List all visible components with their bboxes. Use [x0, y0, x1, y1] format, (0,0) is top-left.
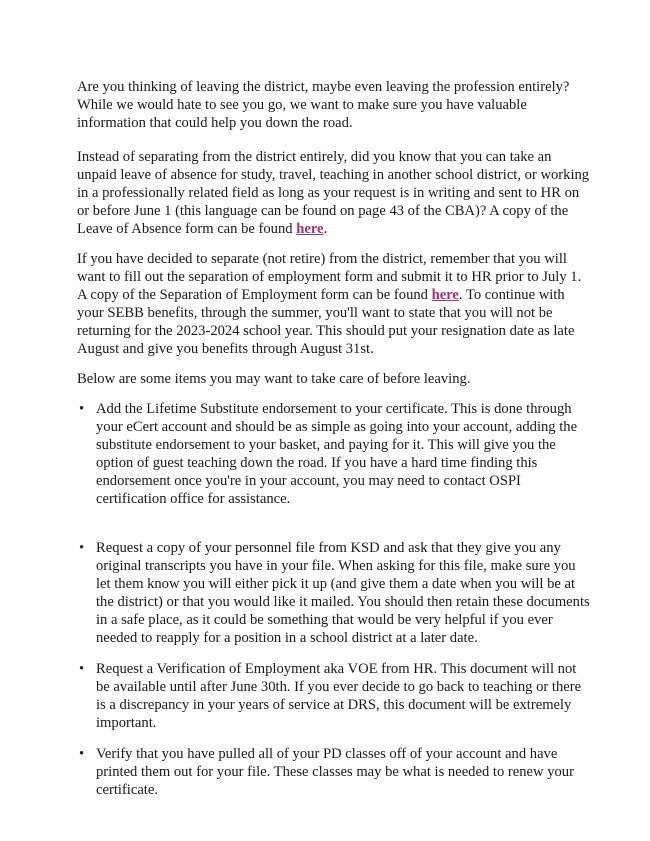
intro-paragraph: Are you thinking of leaving the district, maybe even leaving the profession entirely? While we would hate to see you go, we want to make sure you have valuable information that could help you down the road. [77, 79, 570, 131]
bullet-icon: • [79, 401, 85, 417]
leave-of-absence-text: Instead of separating from the district entirely, did you know that you can take an unpaid leave of absence for study, travel, teaching in another school district, or working in a professionally related field as long as your request is in writing and sent to HR on or before June 1 (this language can be found on page 43 of the CBA)? A copy of the Leave of Absence form can be found [77, 149, 590, 237]
list-item-text: Add the Lifetime Substitute endorsement to your certificate. This is done through your eCert account and should be as simple as going into your account, adding the substitute endorsement to your basket, and paying for it. This will give you the option of guest teaching down the road. If you have a hard time finding this endorsement once you're in your account, you may need to contact OSPI certification office for assistance. [96, 401, 578, 507]
leave-of-absence-paragraph [77, 148, 590, 238]
leave-of-absence-form-link[interactable]: here [296, 221, 324, 237]
separation-text: If you have decided to separate (not retire) from the district, remember that you will want to fill out the separation of employment form and submit it to HR prior to July 1. A copy of the Separation of Employment form can be found [77, 251, 582, 303]
checklist [77, 400, 590, 799]
list-item-text: Request a copy of your personnel file from KSD and ask that they give you any original transcripts you have in your file. When asking for this file, make sure you let them know you will either pick it up (and give them a date when you will be at the district) or that you would like it mailed. You should then retain these documents in a safe place, as it could be something that would be very helpful if you ever needed to reapply for a position in a school district at a later date. [96, 540, 590, 646]
bullet-icon: • [79, 661, 85, 677]
list-item [77, 745, 590, 799]
leave-of-absence-text-end: . [323, 221, 328, 237]
bullet-icon: • [79, 746, 85, 762]
checklist-intro: Below are some items you may want to take care of before leaving. [77, 371, 471, 387]
list-item-text: Request a Verification of Employment aka VOE from HR. This document will not be available until after June 30th. If you ever decide to go back to teaching or there is a discrepancy in your years of service at DRS, this document will be extremely important. [96, 661, 582, 731]
list-item-text: Verify that you have pulled all of your PD classes off of your account and have printed them out for your file. These classes may be what is needed to renew your certificate. [96, 746, 574, 798]
list-item [77, 539, 590, 647]
separation-form-link[interactable]: here [431, 287, 459, 303]
separation-text-end: . To continue with your SEBB benefits, through the summer, you'll want to state that you will not be returning for the 2023-2024 school year. This should put your resignation date as late August and give you benefits through August 31st. [77, 287, 575, 357]
separation-paragraph [77, 250, 590, 358]
bullet-icon: • [79, 540, 85, 556]
list-item [77, 660, 590, 732]
list-item [77, 400, 590, 508]
